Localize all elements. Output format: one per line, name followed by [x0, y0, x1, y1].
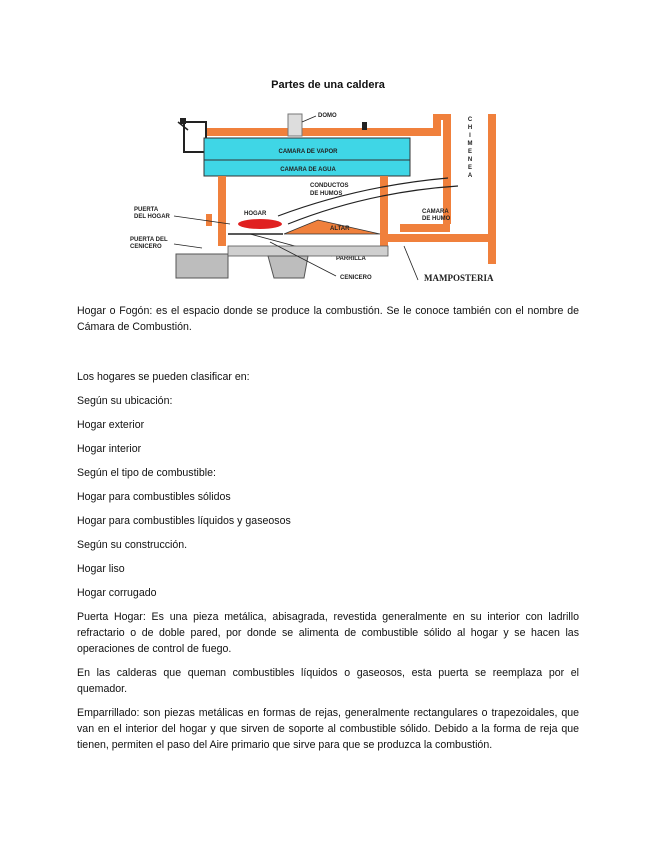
label-cenicero: CENICERO [340, 275, 372, 281]
paragraph-emparrillado: Emparrillado: son piezas metálicas en formas de rejas, generalmente rectangulares o trapezoidales, que van en el interior del hogar y que sirven de soporte al combustible sólido. Debido a la forma de reja que tienen, permiten el paso del Aire primario que sirve para que se produzca la combustión. [77, 707, 579, 751]
label-conductos-2: DE HUMOS [310, 191, 343, 197]
smoke-channel-bottom [400, 234, 496, 242]
item-hogar-interior: Hogar interior [77, 443, 142, 455]
paragraph-hogar: Hogar o Fogón: es el espacio donde se produce la combustión. Se le conoce también con el nombre de Cámara de Combustión. [77, 305, 579, 333]
dome [288, 114, 302, 136]
label-camara-humo-1: CAMARA [422, 209, 449, 215]
label-camara-agua: CAMARA DE AGUA [280, 167, 336, 173]
label-puerta-hogar-2: DEL HOGAR [134, 214, 170, 220]
heading-construccion: Según su construcción. [77, 539, 188, 551]
left-support [218, 176, 226, 246]
label-puerta-cenicero-1: PUERTA DEL [130, 237, 168, 243]
label-hogar: HOGAR [244, 211, 267, 217]
label-puerta-cenicero-2: CENICERO [130, 244, 162, 250]
heading-ubicacion: Según su ubicación: [77, 395, 173, 407]
label-chimenea [468, 117, 473, 179]
label-conductos-1: CONDUCTOS [310, 183, 349, 189]
item-hogar-exterior: Hogar exterior [77, 419, 145, 431]
label-domo: DOMO [318, 113, 337, 119]
furnace-door [206, 214, 212, 226]
paragraph-clasificacion: Los hogares se pueden clasificar en: [77, 371, 250, 383]
valve [362, 122, 367, 130]
base-right [268, 256, 308, 278]
label-camara-vapor: CAMARA DE VAPOR [278, 149, 338, 155]
left-valve-frame [184, 122, 206, 152]
item-hogar-liso: Hogar liso [77, 563, 125, 575]
svg-text:A: A [467, 173, 473, 179]
label-camara-humo-2: DE HUMO [422, 216, 451, 222]
smoke-channel-top [400, 224, 450, 232]
item-combustibles-liquidos: Hogar para combustibles líquidos y gaseosos [77, 515, 291, 527]
svg-text:E: E [467, 165, 473, 171]
svg-text:C: C [467, 117, 473, 123]
svg-text:M: M [467, 141, 473, 147]
top-pipe [206, 128, 401, 136]
svg-text:H: H [467, 125, 473, 131]
left-valve-cap [180, 118, 186, 124]
item-combustibles-solidos: Hogar para combustibles sólidos [77, 491, 231, 503]
svg-text:N: N [467, 157, 473, 163]
diagram-title: Partes de una caldera [271, 79, 385, 91]
paragraph-puerta-hogar: Puerta Hogar: Es una pieza metálica, abisagrada, revestida generalmente en su interior con ladrillo refractario o de doble pared, por donde se alimenta de combustible sólido al hogar y se hacen las operaciones de control de fuego. [77, 611, 579, 655]
ash-tray [228, 246, 388, 256]
label-puerta-hogar-1: PUERTA [134, 207, 159, 213]
chimney-left [443, 114, 451, 224]
label-parrilla: PARRILLA [336, 256, 366, 262]
base-left [176, 254, 228, 278]
item-hogar-corrugado: Hogar corrugado [77, 587, 157, 599]
paragraph-quemador: En las calderas que queman combustibles líquidos o gaseosos, esta puerta se reemplaza por el quemador. [77, 667, 579, 695]
fire [238, 219, 282, 229]
svg-text:I: I [469, 133, 471, 139]
svg-text:E: E [467, 149, 473, 155]
label-mamposteria: MAMPOSTERIA [424, 273, 494, 283]
label-altar: ALTAR [330, 226, 350, 232]
bridge-piece [388, 234, 400, 242]
boiler-diagram [118, 74, 528, 290]
boiler-diagram-svg [118, 74, 528, 290]
heading-tipo-combustible: Según el tipo de combustible: [77, 467, 216, 479]
